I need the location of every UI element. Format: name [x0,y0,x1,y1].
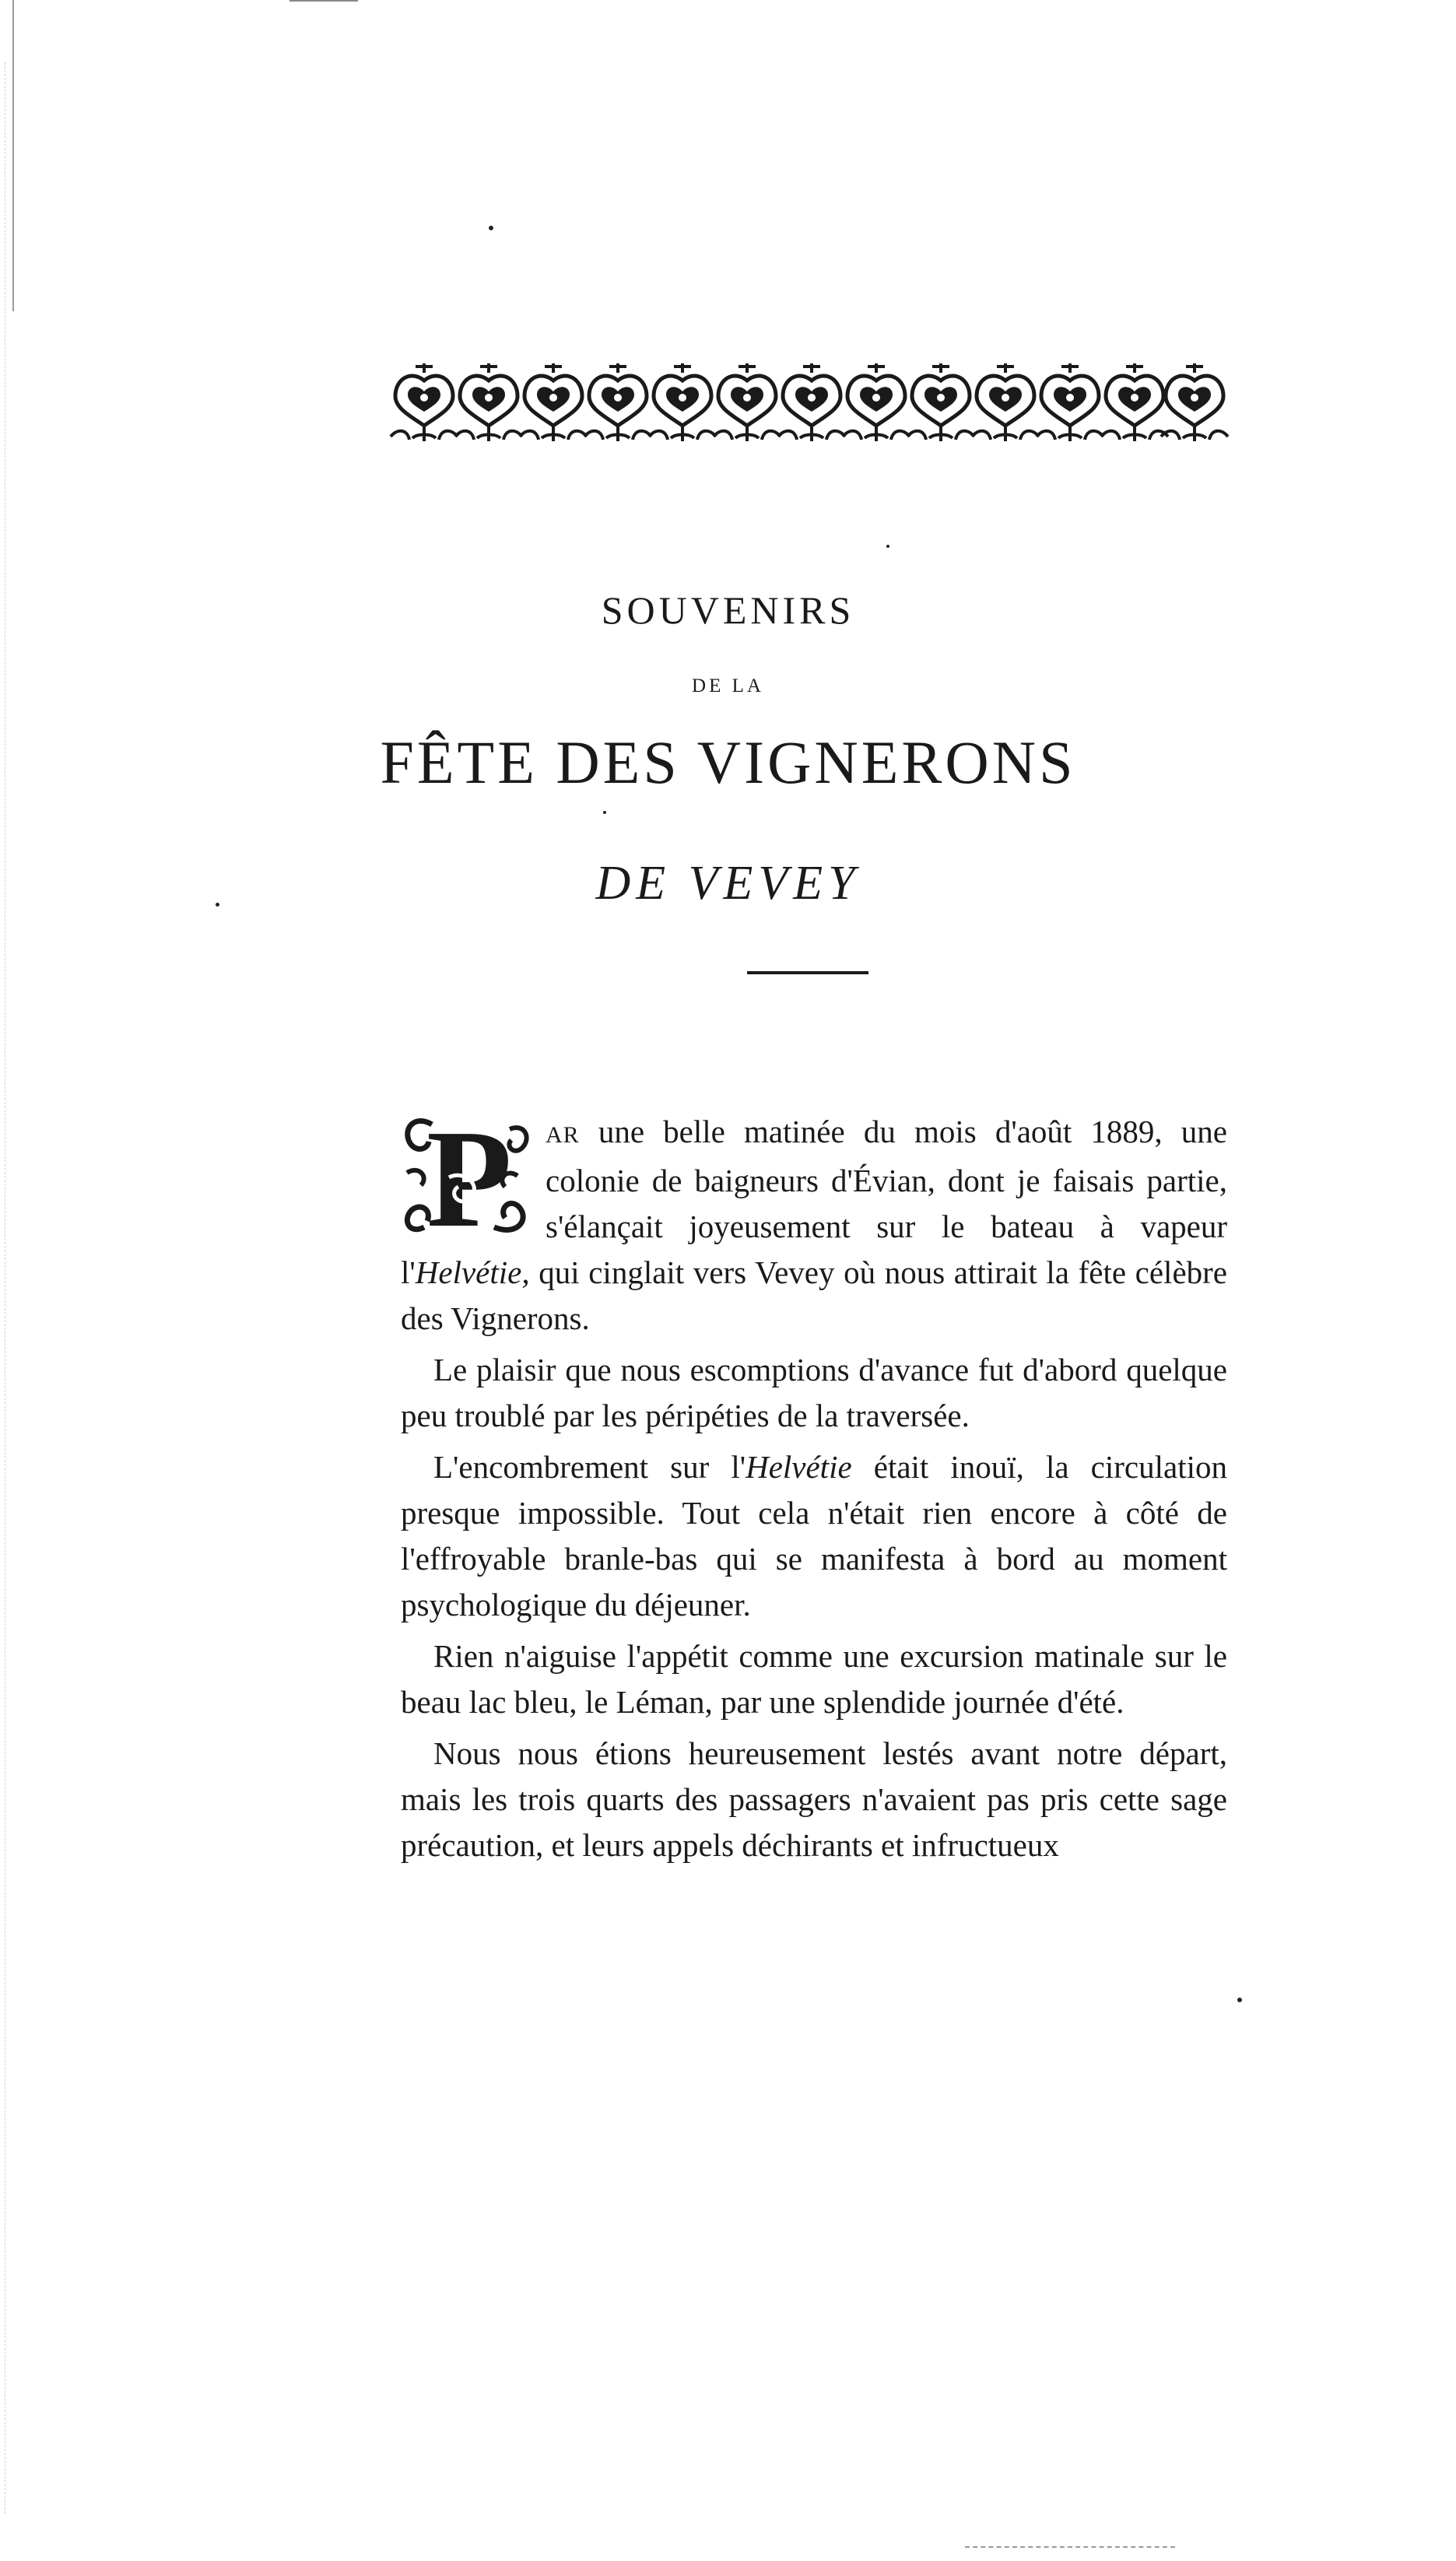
paragraph-5: Nous nous étions heureusement lestés avant notre départ, mais les trois quarts des passagers n'avaient pas pris cette sage précaution, et leurs appels déchirants et infructueux [401,1735,1227,1863]
title-de-vevey: DE VEVEY [595,857,861,910]
paragraph-4: Rien n'aiguise l'appétit comme une excursion matinale sur le beau lac bleu, le Léman, par une splendide journée d'été. [401,1638,1227,1720]
title-de-la: DE LA [692,675,764,696]
paragraph-1-text-a: une belle matinée du mois d'août 1889, une colonie de baigneurs d'Évian, dont je faisais partie, s'élançait joyeusement sur le bateau à vapeur l' [401,1114,1227,1290]
dropcap-letter: P [426,1110,512,1240]
paragraph-3 [401,1444,1227,1628]
body-text [401,1109,1227,1874]
paragraph-3-text-a: L'encombrement sur l' [433,1449,746,1485]
ink-speck [1237,1998,1242,2002]
bottom-margin-mark [965,2546,1175,2548]
ornate-initial-p [401,1110,533,1240]
paragraph-3-italic: Helvétie [746,1449,852,1485]
paragraph-1-text-b: qui cinglait vers Vevey où nous attirait la fête célèbre des Vignerons. [401,1254,1227,1336]
ink-speck [886,545,889,548]
paragraph-3-text-b: était inouï, la circulation presque impossible. Tout cela n'était rien encore à côté de l'effroyable branle-bas qui se manifesta à bord au moment psychologique du déjeuner. [401,1449,1227,1623]
paragraph-1-smallcaps: AR [546,1122,580,1148]
ink-speck [489,226,493,230]
ornamental-headpiece [389,362,1230,447]
paragraph-2: Le plaisir que nous escomptions d'avance fut d'abord quelque peu troublé par les péripéties de la traversée. [401,1352,1227,1433]
ink-speck [603,811,606,814]
paragraph-1-italic: Helvétie, [415,1254,530,1290]
top-margin-mark [289,0,358,2]
page-edge-mark [12,0,14,311]
title-rule [747,971,868,974]
ink-speck [216,903,219,907]
title-fete-des-vignerons: FÊTE DES VIGNERONS [380,728,1076,796]
title-souvenirs: SOUVENIRS [601,588,855,632]
